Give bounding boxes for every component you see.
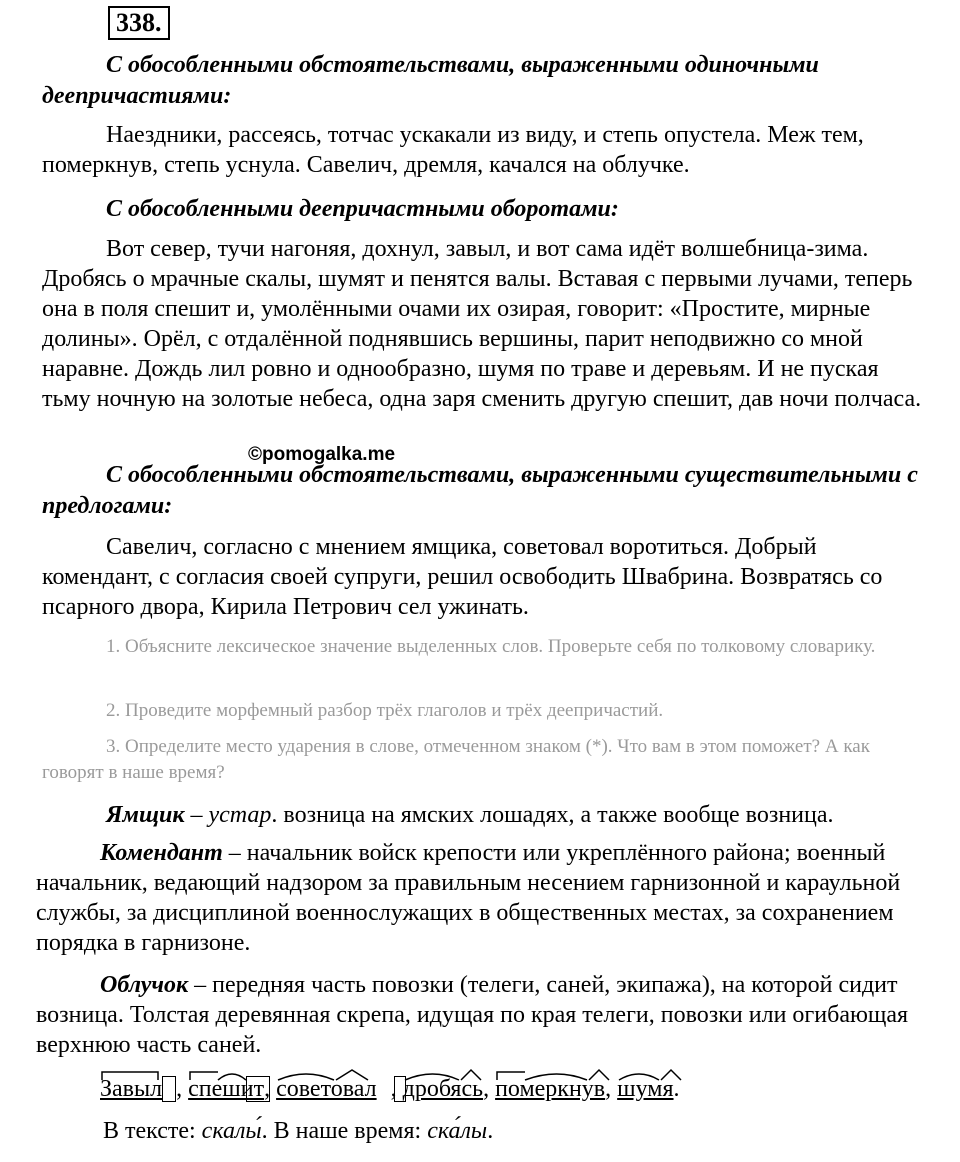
task-2: 2. Проведите морфемный разбор трёх глаголов и трёх деепричастий.	[106, 700, 664, 721]
definition-term: Комендант	[100, 840, 223, 866]
section-text-2: Вот север, тучи нагоняя, дохнул, завыл, и вот сама идёт волшебница-зима. Дробясь о мрачные скалы, шумят и пенятся валы. Вставая с первыми лучами, теперь она в поля спешит и, умолёнными очами их озирая, говорит: «Простите, мирные долины». Орёл, с отдалённой поднявшись вершины, парит неподвижно со мной наравне. Дождь лил ровно и однообразно, шумя по траве и деревьям. И не пуская тьму ночную на золотые небеса, одна заря сменить другую спешит, дав ночи полчаса.	[42, 236, 922, 412]
section-heading-2: С обособленными деепричастными оборотами:	[106, 196, 619, 222]
stress-word-modern: ска́лы	[427, 1118, 488, 1144]
morphemic-word: дробясь	[403, 1068, 483, 1104]
definition-komendant	[36, 838, 926, 958]
ending-box	[246, 1076, 270, 1102]
definition-term: Ямщик	[106, 802, 185, 828]
watermark: ©pomogalka.me	[248, 444, 396, 465]
definition-yamshchik	[42, 800, 922, 830]
task-1: 1. Объясните лексическое значение выделенных слов. Проверьте себя по толковому словарику.	[106, 636, 876, 657]
definition-text: передняя часть повозки (телеги, саней, экипажа), на которой сидит возница. Толстая деревянная скрепа, идущая по края телеги, повозки или огибающая верхнюю часть саней.	[36, 972, 909, 1058]
definition-dash: –	[188, 972, 213, 998]
section-heading-1: С обособленными обстоятельствами, выраженными одиночными деепричастиями:	[42, 52, 819, 109]
section-text-3: Савелич, согласно с мнением ямщика, советовал воротиться. Добрый комендант, с согласия своей супруги, решил освободить Швабрина. Возвратясь со псарного двора, Кирила Петрович сел ужинать.	[42, 534, 883, 620]
morphemic-word: шумя	[617, 1068, 673, 1104]
morpheme-marks-icon	[403, 1068, 499, 1082]
definition-note: устар	[208, 802, 272, 828]
morphemic-word: померкнув	[495, 1068, 605, 1104]
ending-box	[162, 1076, 176, 1102]
stress-line: В тексте: скалы́. В наше время: ска́лы.	[103, 1118, 494, 1144]
section-text-1: Наездники, рассеясь, тотчас ускакали из виду, и степь опустела. Меж тем, померкнув, степь уснула. Савелич, дремля, качался на облучке.	[42, 122, 864, 178]
task-3: 3. Определите место ударения в слове, отмеченном знаком (*). Что вам в этом поможет? А как говорят в наше время?	[42, 736, 870, 783]
morphemic-analysis: Завыл , спешит, советовал , дробясь, померкнув, шумя.	[100, 1068, 680, 1104]
definition-term: Облучок	[100, 972, 189, 998]
definition-dash: –	[222, 840, 247, 866]
morphemic-word: Завыл	[100, 1068, 176, 1104]
morpheme-marks-icon	[495, 1068, 615, 1082]
morphemic-word: спешит	[188, 1068, 264, 1104]
stress-word-text: скалы́	[201, 1118, 262, 1144]
exercise-number: 338.	[108, 6, 170, 40]
definition-dash: –	[184, 802, 209, 828]
morphemic-word: советовал	[276, 1068, 391, 1104]
section-heading-3: С обособленными обстоятельствами, выраженными существительными с предлогами:	[42, 462, 918, 519]
definition-text: . возница на ямских лошадях, а также вообще возница.	[271, 802, 834, 828]
definition-text: начальник войск крепости или укреплённого района; военный начальник, ведающий надзором за правильным несением гарнизонной и караульной службы, за дисциплиной военнослужащих в общественных местах, за сохранением порядка в гарнизоне.	[36, 840, 901, 956]
definition-obluchok	[36, 970, 926, 1060]
morpheme-marks-icon	[617, 1068, 687, 1082]
morpheme-marks-icon	[276, 1068, 402, 1082]
